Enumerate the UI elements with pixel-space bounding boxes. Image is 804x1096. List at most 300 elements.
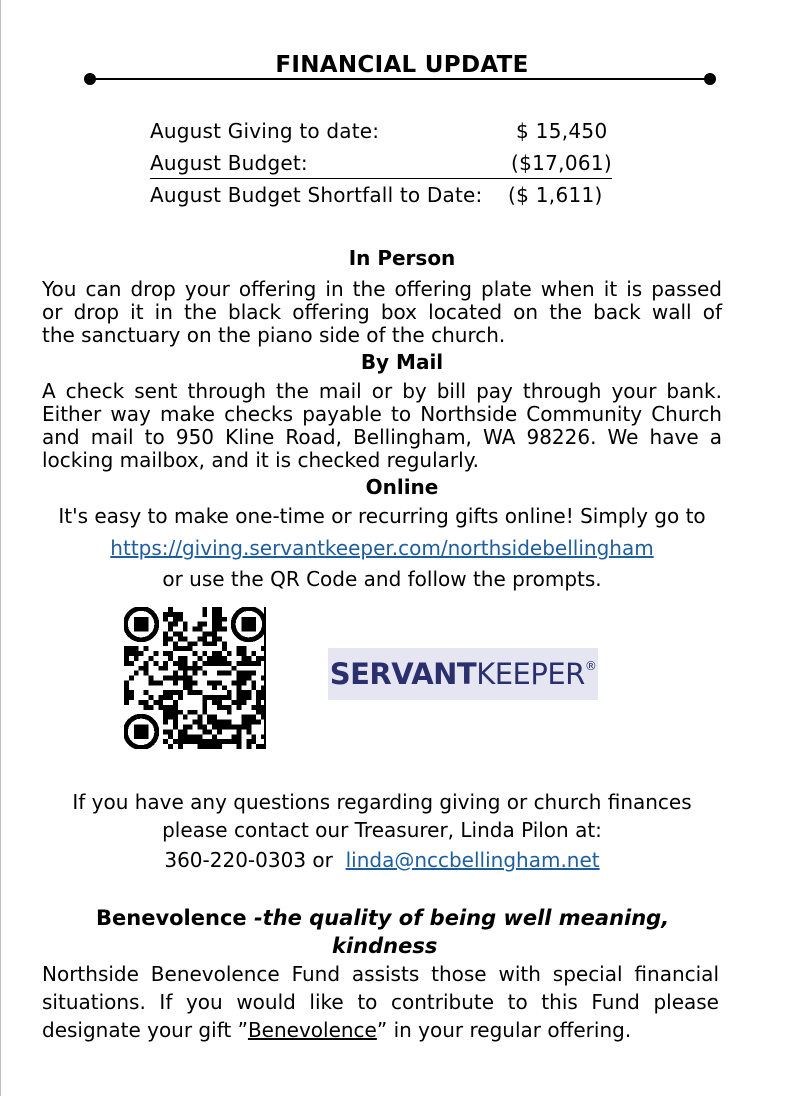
- finance-value-shortfall: ($ 1,611): [508, 183, 603, 207]
- benevolence-pre: designate your gift ”: [42, 1018, 248, 1042]
- qr-module: [242, 715, 247, 720]
- qr-module: [251, 685, 256, 690]
- qr-module: [242, 646, 247, 651]
- qr-module: [212, 627, 217, 632]
- qr-module: [173, 715, 178, 720]
- logo-bold-text: SERVANT: [329, 657, 477, 691]
- qr-module: [217, 661, 222, 666]
- qr-module: [183, 676, 188, 681]
- treasurer-email-link[interactable]: linda@nccbellingham.net: [345, 848, 600, 872]
- qr-module: [251, 671, 256, 676]
- by-mail-line: and mail to 950 Kline Road, Bellingham, WA 98226. We have a: [42, 425, 722, 449]
- qr-module: [256, 744, 261, 749]
- qr-module: [251, 715, 256, 720]
- qr-module: [178, 617, 183, 622]
- qr-module: [197, 636, 202, 641]
- qr-module: [178, 676, 183, 681]
- in-person-heading: In Person: [348, 246, 456, 270]
- qr-module: [163, 695, 168, 700]
- qr-module: [246, 656, 251, 661]
- qr-module: [183, 627, 188, 632]
- qr-module: [237, 729, 242, 734]
- qr-module: [163, 690, 168, 695]
- qr-module: [134, 656, 139, 661]
- benevolence-subtitle: -the quality of being well meaning,: [246, 906, 670, 930]
- qr-module: [168, 715, 173, 720]
- qr-module: [148, 676, 153, 681]
- contact-line-1: If you have any questions regarding giving or church finances: [72, 790, 692, 814]
- qr-module: [212, 641, 217, 646]
- qr-module: [124, 661, 129, 666]
- qr-module: [237, 734, 242, 739]
- benevolence-designation: Benevolence: [247, 1018, 377, 1042]
- qr-module: [173, 739, 178, 744]
- logo-light-text: KEEPER: [476, 657, 585, 691]
- qr-module: [163, 661, 168, 666]
- servantkeeper-logo-text: [328, 657, 598, 691]
- qr-module: [217, 671, 222, 676]
- qr-module: [207, 744, 212, 749]
- qr-module: [188, 641, 193, 646]
- qr-module: [163, 641, 168, 646]
- qr-module: [207, 715, 212, 720]
- qr-module: [124, 656, 129, 661]
- qr-module: [217, 729, 222, 734]
- online-heading: Online: [365, 475, 439, 499]
- qr-module: [168, 627, 173, 632]
- qr-module: [246, 720, 251, 725]
- qr-module: [202, 729, 207, 734]
- qr-module: [124, 680, 129, 685]
- qr-module: [256, 690, 261, 695]
- qr-module: [237, 671, 242, 676]
- qr-module: [153, 680, 158, 685]
- qr-module: [144, 700, 149, 705]
- qr-module: [251, 680, 256, 685]
- qr-module: [183, 666, 188, 671]
- qr-module: [202, 651, 207, 656]
- qr-module: [173, 705, 178, 710]
- qr-module: [168, 690, 173, 695]
- qr-module: [163, 739, 168, 744]
- qr-module: [222, 695, 227, 700]
- qr-module: [173, 612, 178, 617]
- qr-code-image[interactable]: [124, 607, 266, 749]
- qr-module: [183, 656, 188, 661]
- qr-module: [217, 695, 222, 700]
- qr-module: [163, 666, 168, 671]
- qr-module: [242, 656, 247, 661]
- qr-module: [227, 720, 232, 725]
- qr-module: [197, 720, 202, 725]
- qr-module: [168, 744, 173, 749]
- qr-module: [193, 641, 198, 646]
- qr-module: [129, 651, 134, 656]
- qr-module: [163, 705, 168, 710]
- qr-module: [232, 666, 237, 671]
- qr-module: [242, 671, 247, 676]
- qr-module: [237, 739, 242, 744]
- by-mail-line: A check sent through the mail or by bill pay through your bank.: [42, 379, 722, 403]
- finance-divider: [150, 178, 612, 179]
- qr-module: [173, 631, 178, 636]
- qr-module: [168, 636, 173, 641]
- qr-module: [178, 734, 183, 739]
- qr-module: [251, 720, 256, 725]
- qr-module: [217, 622, 222, 627]
- qr-module: [237, 685, 242, 690]
- qr-finder-pattern: [125, 608, 156, 639]
- qr-module: [217, 680, 222, 685]
- qr-module: [178, 646, 183, 651]
- qr-module: [197, 744, 202, 749]
- qr-module: [197, 725, 202, 730]
- qr-module: [193, 720, 198, 725]
- qr-module: [193, 739, 198, 744]
- qr-module: [188, 646, 193, 651]
- qr-module: [217, 744, 222, 749]
- qr-module: [134, 651, 139, 656]
- qr-module: [183, 622, 188, 627]
- qr-module: [188, 725, 193, 730]
- qr-module: [212, 661, 217, 666]
- qr-module: [212, 622, 217, 627]
- online-intro-text: It's easy to make one-time or recurring gifts online! Simply go to: [58, 504, 706, 528]
- qr-module: [207, 661, 212, 666]
- qr-module: [188, 734, 193, 739]
- qr-module: [168, 705, 173, 710]
- by-mail-paragraph: [42, 380, 722, 472]
- qr-module: [237, 651, 242, 656]
- qr-module: [124, 685, 129, 690]
- qr-module: [193, 661, 198, 666]
- qr-module: [129, 661, 134, 666]
- qr-module: [183, 685, 188, 690]
- qr-module: [178, 695, 183, 700]
- qr-module: [173, 622, 178, 627]
- qr-module: [237, 725, 242, 730]
- qr-module: [207, 739, 212, 744]
- qr-module: [178, 631, 183, 636]
- qr-module: [222, 617, 227, 622]
- qr-module: [183, 671, 188, 676]
- qr-module: [222, 627, 227, 632]
- benevolence-line: Northside Benevolence Fund assists those with special financial: [42, 962, 719, 986]
- qr-module: [202, 744, 207, 749]
- qr-module: [197, 622, 202, 627]
- qr-module: [222, 671, 227, 676]
- qr-module: [227, 651, 232, 656]
- qr-module: [237, 705, 242, 710]
- qr-module: [217, 739, 222, 744]
- treasurer-phone: 360-220-0303 or: [164, 848, 333, 872]
- qr-module: [212, 636, 217, 641]
- finance-label-budget: August Budget:: [150, 151, 308, 175]
- benevolence-post: ” in your regular offering.: [376, 1018, 632, 1042]
- qr-module: [212, 715, 217, 720]
- qr-module: [144, 690, 149, 695]
- in-person-line: You can drop your offering in the offering plate when it is passed: [42, 277, 722, 301]
- qr-module: [188, 676, 193, 681]
- qr-module: [217, 612, 222, 617]
- qr-module: [212, 695, 217, 700]
- qr-finder-pattern: [233, 608, 264, 639]
- qr-module: [202, 725, 207, 730]
- qr-module: [144, 705, 149, 710]
- qr-module: [256, 656, 261, 661]
- qr-module: [178, 636, 183, 641]
- qr-module: [237, 661, 242, 666]
- qr-module: [144, 661, 149, 666]
- qr-module: [183, 725, 188, 730]
- qr-module: [227, 661, 232, 666]
- qr-module: [124, 695, 129, 700]
- qr-module: [202, 739, 207, 744]
- page-title: [0, 52, 804, 78]
- qr-module: [256, 695, 261, 700]
- qr-module: [202, 671, 207, 676]
- qr-module: [232, 680, 237, 685]
- qr-module: [183, 739, 188, 744]
- qr-module: [163, 720, 168, 725]
- by-mail-line: locking mailbox, and it is checked regularly.: [42, 448, 480, 472]
- in-person-paragraph: [42, 278, 722, 347]
- qr-module: [207, 720, 212, 725]
- qr-module: [202, 622, 207, 627]
- qr-module: [193, 680, 198, 685]
- qr-module: [222, 739, 227, 744]
- qr-module: [168, 607, 173, 612]
- qr-module: [246, 676, 251, 681]
- qr-module: [148, 656, 153, 661]
- qr-module: [129, 676, 134, 681]
- qr-module: [222, 720, 227, 725]
- qr-module: [134, 671, 139, 676]
- qr-module: [232, 734, 237, 739]
- qr-module: [232, 725, 237, 730]
- qr-module: [153, 661, 158, 666]
- qr-module: [139, 651, 144, 656]
- qr-module: [207, 641, 212, 646]
- qr-module: [163, 715, 168, 720]
- qr-module: [222, 641, 227, 646]
- giving-link[interactable]: https://giving.servantkeeper.com/northsidebellingham: [110, 536, 654, 560]
- qr-module: [183, 680, 188, 685]
- qr-module: [202, 607, 207, 612]
- qr-module: [242, 661, 247, 666]
- qr-module: [148, 705, 153, 710]
- benevolence-paragraph: [42, 960, 719, 1044]
- qr-module: [163, 676, 168, 681]
- qr-module: [246, 690, 251, 695]
- in-person-line: the sanctuary on the piano side of the church.: [42, 323, 506, 347]
- contact-line-3: [0, 848, 764, 872]
- qr-module: [222, 705, 227, 710]
- qr-module: [134, 646, 139, 651]
- qr-module: [183, 715, 188, 720]
- qr-module: [158, 680, 163, 685]
- online-link-wrap: [0, 536, 784, 560]
- qr-module: [168, 622, 173, 627]
- qr-module: [178, 729, 183, 734]
- qr-module: [217, 725, 222, 730]
- qr-module: [193, 666, 198, 671]
- qr-module: [217, 705, 222, 710]
- registered-mark: ®: [584, 659, 597, 673]
- qr-module: [207, 656, 212, 661]
- qr-module: [178, 710, 183, 715]
- qr-module: [246, 739, 251, 744]
- qr-module: [237, 744, 242, 749]
- qr-module: [173, 690, 178, 695]
- qr-module: [168, 710, 173, 715]
- finance-value-budget: ($17,061): [511, 151, 613, 175]
- qr-module: [246, 729, 251, 734]
- page-title-text: FINANCIAL UPDATE: [275, 52, 529, 78]
- qr-module: [163, 612, 168, 617]
- qr-module: [222, 646, 227, 651]
- qr-module: [193, 627, 198, 632]
- qr-module: [188, 739, 193, 744]
- qr-module: [188, 690, 193, 695]
- qr-module: [188, 666, 193, 671]
- qr-module: [242, 680, 247, 685]
- qr-module: [232, 739, 237, 744]
- qr-module: [129, 695, 134, 700]
- qr-module: [148, 695, 153, 700]
- qr-module: [222, 656, 227, 661]
- qr-module: [212, 617, 217, 622]
- by-mail-line: Either way make checks payable to Northside Community Church: [42, 402, 722, 426]
- qr-module: [197, 739, 202, 744]
- qr-module: [197, 715, 202, 720]
- qr-module: [163, 636, 168, 641]
- qr-module: [178, 744, 183, 749]
- qr-module: [242, 695, 247, 700]
- qr-module: [178, 612, 183, 617]
- qr-module: [251, 705, 256, 710]
- qr-module: [242, 651, 247, 656]
- qr-module: [251, 661, 256, 666]
- qr-module: [173, 710, 178, 715]
- qr-module: [256, 700, 261, 705]
- qr-module: [183, 661, 188, 666]
- qr-module: [212, 680, 217, 685]
- qr-module: [168, 734, 173, 739]
- qr-module: [237, 680, 242, 685]
- qr-module: [193, 651, 198, 656]
- finance-value-giving: $ 15,450: [516, 119, 608, 143]
- qr-module: [197, 656, 202, 661]
- qr-module: [227, 671, 232, 676]
- qr-module: [183, 729, 188, 734]
- qr-module: [207, 729, 212, 734]
- qr-module: [222, 661, 227, 666]
- qr-module: [246, 661, 251, 666]
- qr-module: [242, 690, 247, 695]
- qr-module: [178, 739, 183, 744]
- qr-module: [173, 700, 178, 705]
- qr-module: [251, 739, 256, 744]
- qr-module: [178, 666, 183, 671]
- qr-module: [212, 656, 217, 661]
- qr-module: [212, 700, 217, 705]
- qr-module: [227, 690, 232, 695]
- qr-module: [168, 729, 173, 734]
- benevolence-subtitle-cont: kindness: [332, 934, 438, 958]
- qr-module: [222, 725, 227, 730]
- qr-module: [193, 710, 198, 715]
- qr-module: [256, 705, 261, 710]
- qr-module: [144, 646, 149, 651]
- qr-module: [237, 690, 242, 695]
- qr-module: [163, 729, 168, 734]
- qr-module: [124, 690, 129, 695]
- qr-module: [217, 607, 222, 612]
- contact-line-2: please contact our Treasurer, Linda Pilon at:: [162, 818, 602, 842]
- qr-module: [139, 700, 144, 705]
- qr-module: [256, 710, 261, 715]
- qr-module: [173, 661, 178, 666]
- qr-module: [144, 671, 149, 676]
- benevolence-line-last: [42, 1016, 719, 1044]
- qr-module: [173, 617, 178, 622]
- by-mail-heading: By Mail: [360, 350, 444, 374]
- qr-module: [153, 700, 158, 705]
- qr-module: [232, 700, 237, 705]
- qr-module: [139, 666, 144, 671]
- qr-module: [212, 685, 217, 690]
- qr-module: [202, 636, 207, 641]
- qr-module: [222, 685, 227, 690]
- qr-module: [197, 734, 202, 739]
- qr-module: [217, 700, 222, 705]
- qr-module: [193, 734, 198, 739]
- benevolence-title: Benevolence: [96, 906, 247, 930]
- qr-module: [207, 631, 212, 636]
- qr-module: [207, 680, 212, 685]
- benevolence-heading: [96, 906, 669, 930]
- finance-label-shortfall: August Budget Shortfall to Date:: [150, 183, 483, 207]
- servantkeeper-logo: [328, 648, 598, 700]
- finance-label-giving: August Giving to date:: [150, 119, 380, 143]
- qr-module: [173, 676, 178, 681]
- qr-module: [173, 680, 178, 685]
- qr-module: [158, 695, 163, 700]
- qr-module: [227, 725, 232, 730]
- qr-module: [158, 700, 163, 705]
- qr-module: [163, 631, 168, 636]
- qr-module: [144, 666, 149, 671]
- qr-module: [168, 676, 173, 681]
- qr-module: [246, 715, 251, 720]
- qr-module: [246, 695, 251, 700]
- qr-module: [124, 646, 129, 651]
- qr-module: [227, 739, 232, 744]
- qr-module: [163, 651, 168, 656]
- qr-module: [212, 734, 217, 739]
- qr-module: [129, 646, 134, 651]
- qr-module: [242, 720, 247, 725]
- qr-module: [168, 612, 173, 617]
- qr-module: [168, 656, 173, 661]
- qr-module: [212, 651, 217, 656]
- qr-module: [246, 744, 251, 749]
- qr-module: [148, 680, 153, 685]
- qr-module: [163, 710, 168, 715]
- qr-module: [178, 656, 183, 661]
- qr-module: [212, 631, 217, 636]
